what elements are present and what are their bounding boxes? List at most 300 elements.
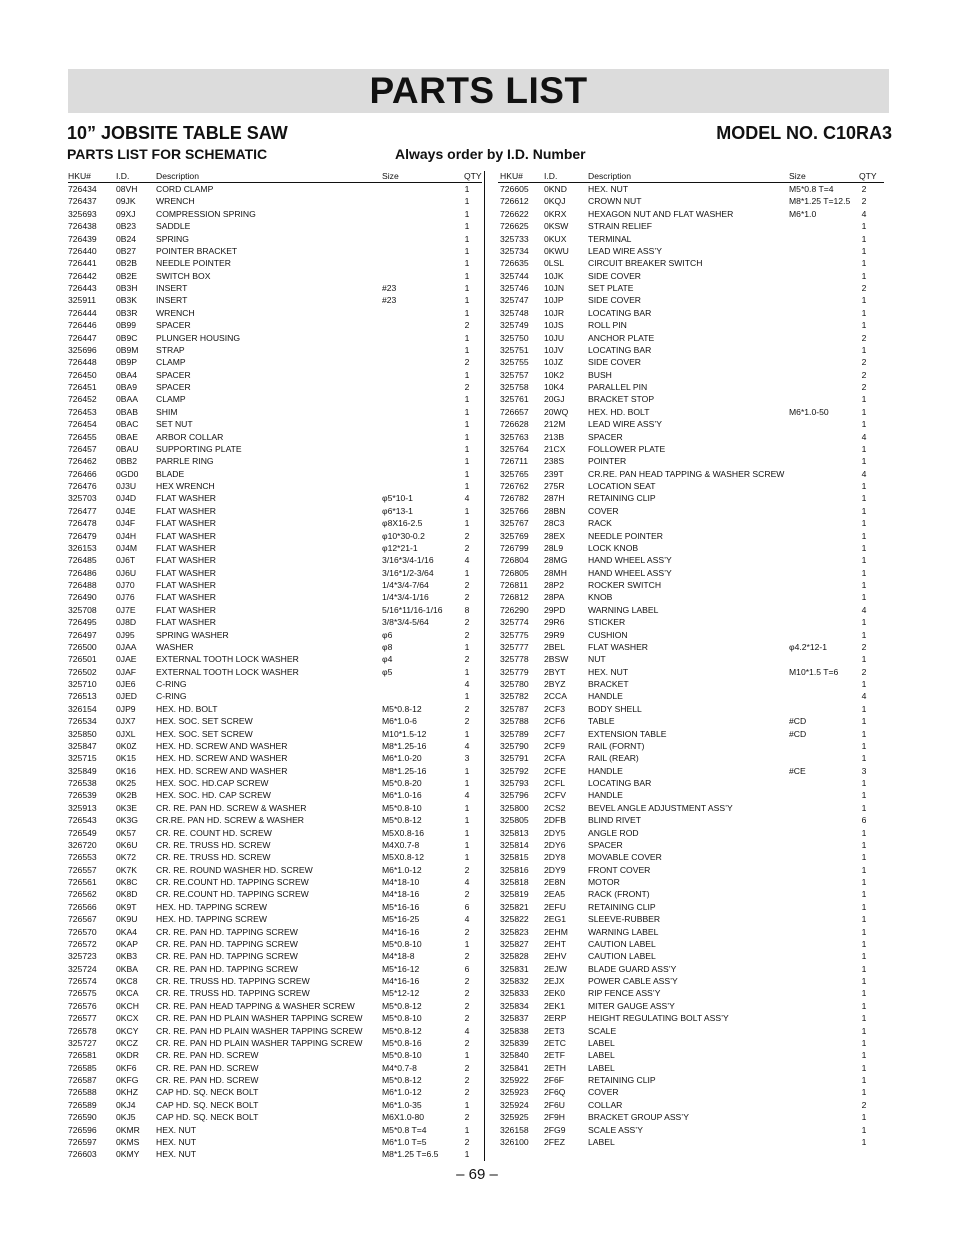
table-row (68, 814, 482, 826)
table-row (68, 1062, 482, 1074)
part-id: 2EHT (544, 938, 566, 949)
part-id: 10K2 (544, 369, 565, 380)
part-hku: 325822 (500, 914, 529, 925)
part-hku: 726447 (68, 332, 97, 343)
part-description: CR. RE. PAN HD. TAPPING SCREW (156, 938, 298, 949)
part-id: 0KMS (116, 1136, 140, 1147)
part-id: 10K4 (544, 382, 565, 392)
part-qty: 1 (861, 1136, 867, 1147)
table-row (68, 480, 482, 492)
table-row (68, 282, 482, 294)
part-hku: 325749 (500, 320, 529, 331)
part-hku: 325823 (500, 926, 529, 937)
part-qty: 1 (861, 877, 867, 887)
part-hku: 325715 (68, 753, 97, 764)
part-qty: 1 (464, 1050, 470, 1061)
part-id: 0B3K (116, 295, 138, 306)
part-hku: 325755 (500, 357, 529, 368)
part-size: M4X0.7-8 (382, 839, 420, 850)
part-qty: 1 (861, 740, 867, 751)
table-row (500, 963, 884, 975)
part-hku: 726453 (68, 406, 97, 417)
part-hku: 325814 (500, 839, 529, 850)
part-id: 2CFV (544, 790, 566, 801)
table-row (68, 864, 482, 876)
part-description: HEX. NUT (588, 184, 629, 194)
table-row (500, 480, 884, 492)
part-qty: 1 (861, 481, 867, 491)
table-row (68, 270, 482, 282)
part-description: SHIM (156, 406, 178, 417)
part-id: 0K9U (116, 914, 138, 925)
part-hku: 726805 (500, 567, 529, 578)
part-hku: 726553 (68, 852, 97, 863)
part-size: 1/4*3/4-1/16 (382, 592, 429, 603)
part-hku: 325769 (500, 530, 529, 541)
table-row (68, 344, 482, 356)
table-row (500, 468, 884, 480)
part-id: 2BSW (544, 654, 569, 665)
part-id: 0B3H (116, 283, 138, 293)
table-row (68, 257, 482, 269)
part-description: HAND WHEEL ASS’Y (588, 567, 672, 578)
part-hku: 726501 (68, 654, 97, 665)
part-description: LABEL (588, 1037, 615, 1048)
table-row (500, 752, 884, 764)
part-description: HEX WRENCH (156, 481, 215, 491)
part-id: 0BAC (116, 419, 139, 430)
part-qty: 1 (464, 567, 470, 578)
table-row (68, 492, 482, 504)
part-size: φ5 (382, 666, 393, 677)
part-hku: 325837 (500, 1013, 529, 1024)
part-id: 0K8D (116, 889, 138, 900)
part-qty: 1 (861, 951, 867, 962)
part-qty: 2 (464, 542, 470, 553)
part-hku: 325778 (500, 654, 529, 665)
part-id: 2FG9 (544, 1124, 566, 1135)
part-hku: 726576 (68, 1000, 97, 1011)
part-id: 0LSL (544, 258, 565, 269)
part-qty: 2 (464, 1000, 470, 1011)
part-qty: 1 (464, 518, 470, 529)
table-row (68, 789, 482, 801)
part-id: 0KMR (116, 1124, 140, 1135)
part-size: M5*0.8-12 (382, 815, 422, 826)
part-description: LOCATION SEAT (588, 481, 656, 491)
part-size: M4*18-10 (382, 877, 420, 887)
part-qty: 1 (861, 530, 867, 541)
part-hku: 726450 (68, 369, 97, 380)
part-hku: 325800 (500, 802, 529, 813)
part-qty: 2 (464, 617, 470, 628)
part-size: φ10*30-0.2 (382, 530, 425, 541)
part-qty: 2 (464, 382, 470, 392)
table-row (500, 616, 884, 628)
part-id: 275R (544, 481, 565, 491)
table-row (500, 381, 884, 393)
part-id: 0KSW (544, 221, 569, 232)
part-qty: 1 (861, 493, 867, 504)
part-hku: 325792 (500, 765, 529, 776)
part-size: M10*1.5-12 (382, 728, 427, 739)
part-size: M4*0.7-8 (382, 1062, 417, 1073)
part-id: 2EA5 (544, 889, 566, 900)
part-description: CUSHION (588, 629, 628, 640)
part-qty: 1 (861, 1062, 867, 1073)
part-hku: 726588 (68, 1087, 97, 1098)
table-row (500, 851, 884, 863)
part-hku: 726657 (500, 406, 529, 417)
part-id: 0B99 (116, 320, 137, 331)
part-id: 20GJ (544, 394, 565, 405)
table-row (68, 715, 482, 727)
part-qty: 1 (464, 839, 470, 850)
part-size: M5*0.8-12 (382, 1000, 422, 1011)
part-description: WARNING LABEL (588, 926, 659, 937)
part-qty: 1 (861, 889, 867, 900)
table-row (500, 1012, 884, 1024)
part-description: CR. RE. TRUSS HD. SCREW (156, 839, 271, 850)
part-description: BRACKET GROUP ASS’Y (588, 1112, 689, 1123)
part-id: 0JED (116, 691, 138, 702)
table-row (500, 678, 884, 690)
table-row (500, 1000, 884, 1012)
part-id: 0KA4 (116, 926, 138, 937)
part-id: 28BN (544, 505, 566, 516)
part-id: 0KUX (544, 233, 567, 244)
part-hku: 726711 (500, 456, 529, 467)
table-row (500, 492, 884, 504)
part-description: HEX. HD. TAPPING SCREW (156, 914, 267, 925)
table-row (68, 1000, 482, 1012)
table-row (68, 418, 482, 430)
part-hku: 726567 (68, 914, 97, 925)
part-id: 0B2B (116, 258, 138, 269)
part-qty: 1 (861, 617, 867, 628)
part-id: 2EHM (544, 926, 568, 937)
part-hku: 325831 (500, 963, 529, 974)
part-id: 0KC8 (116, 976, 138, 986)
part-description: RAIL (REAR) (588, 753, 639, 764)
part-qty: 2 (464, 580, 470, 590)
table-row (500, 294, 884, 306)
part-description: SET NUT (156, 419, 193, 430)
part-qty: 1 (861, 394, 867, 405)
part-hku: 325764 (500, 443, 529, 454)
part-description: FLAT WASHER (156, 592, 217, 603)
part-id: 0KQJ (544, 196, 566, 207)
part-description: CR.RE. PAN HEAD TAPPING & WASHER SCREW (588, 468, 785, 479)
part-description: CR. RE. PAN HD. SCREW & WASHER (156, 802, 307, 813)
table-row (68, 1111, 482, 1123)
table-row (68, 938, 482, 950)
part-hku: 326153 (68, 542, 97, 553)
table-row (500, 319, 884, 331)
table-row (500, 777, 884, 789)
part-hku: 325766 (500, 505, 529, 516)
part-qty: 1 (464, 852, 470, 863)
part-qty: 1 (861, 988, 867, 999)
part-hku: 726589 (68, 1099, 97, 1110)
part-description: SPACER (588, 839, 623, 850)
part-id: 2EFU (544, 901, 566, 912)
part-qty: 1 (861, 1112, 867, 1123)
part-hku: 726476 (68, 481, 97, 491)
part-qty: 2 (464, 716, 470, 727)
table-row (500, 257, 884, 269)
part-description: HEX. NUT (156, 1124, 197, 1135)
part-description: CR.RE. PAN HD. SCREW & WASHER (156, 815, 305, 826)
table-row (500, 703, 884, 715)
part-id: 0JAE (116, 654, 137, 665)
part-qty: 1 (861, 443, 867, 454)
part-description: CR. RE. ROUND WASHER HD. SCREW (156, 864, 313, 875)
table-row (68, 678, 482, 690)
part-hku: 326720 (68, 839, 97, 850)
part-id: 0K72 (116, 852, 137, 863)
part-id: 0KMY (116, 1149, 140, 1160)
part-id: 0J4D (116, 493, 137, 504)
part-qty: 1 (464, 827, 470, 838)
part-description: CR. RE. TRUSS HD. SCREW (156, 852, 271, 863)
part-description: COVER (588, 1087, 619, 1098)
table-row (500, 641, 884, 653)
part-id: 0KCX (116, 1013, 139, 1024)
part-description: KNOB (588, 592, 613, 603)
part-description: HANDLE (588, 790, 623, 801)
part-hku: 325767 (500, 518, 529, 529)
part-description: CAUTION LABEL (588, 951, 656, 962)
table-row (500, 901, 884, 913)
table-row (68, 888, 482, 900)
part-description: WASHER (156, 641, 194, 652)
part-hku: 325791 (500, 753, 529, 764)
part-description: FLAT WASHER (156, 505, 217, 516)
part-description: SCALE (588, 1025, 617, 1036)
part-hku: 726457 (68, 443, 97, 454)
part-description: RACK (588, 518, 612, 529)
part-description: LEAD WIRE ASS’Y (588, 245, 663, 256)
part-size: M4*16-16 (382, 976, 420, 986)
part-size: M8*1.25 T=6.5 (382, 1149, 439, 1160)
part-qty: 4 (464, 790, 470, 801)
table-row (500, 1025, 884, 1037)
part-id: 0B3R (116, 307, 138, 318)
part-id: 0J6U (116, 567, 137, 578)
part-description: SPACER (156, 320, 191, 331)
part-hku: 325834 (500, 1000, 529, 1011)
part-description: CR. RE. TRUSS HD. TAPPING SCREW (156, 988, 310, 999)
part-size: M5*16-25 (382, 914, 420, 925)
part-hku: 325789 (500, 728, 529, 739)
part-qty: 1 (861, 592, 867, 603)
part-id: 20WQ (544, 406, 569, 417)
part-id: 212M (544, 419, 566, 430)
part-description: TERMINAL (588, 233, 632, 244)
part-hku: 726570 (68, 926, 97, 937)
part-qty: 1 (861, 790, 867, 801)
part-hku: 326158 (500, 1124, 529, 1135)
part-qty: 2 (464, 629, 470, 640)
part-size: M5*0.8-10 (382, 938, 422, 949)
part-id: 0K8C (116, 877, 138, 887)
part-description: SLEEVE-RUBBER (588, 914, 661, 925)
product-title: 10” JOBSITE TABLE SAW (67, 123, 288, 143)
table-row (500, 913, 884, 925)
part-qty: 1 (861, 542, 867, 553)
part-description: SPRING (156, 233, 189, 244)
part-qty: 1 (861, 728, 867, 739)
part-description: CORD CLAMP (156, 184, 214, 194)
part-qty: 1 (861, 679, 867, 689)
part-size: M5*16-16 (382, 901, 420, 912)
header-size: Size (789, 171, 806, 181)
table-row (500, 332, 884, 344)
part-id: 0JP9 (116, 703, 136, 714)
part-hku: 325761 (500, 394, 529, 405)
table-row (500, 765, 884, 777)
table-row (500, 233, 884, 245)
table-row (68, 220, 482, 232)
table-row (500, 728, 884, 740)
model-number: MODEL NO. C10RA3 (716, 123, 892, 143)
part-hku: 726762 (500, 481, 529, 491)
part-id: 2DY6 (544, 839, 566, 850)
table-row (500, 282, 884, 294)
part-id: 2DFB (544, 815, 566, 826)
part-qty: 1 (861, 1050, 867, 1061)
part-id: 0KDR (116, 1050, 139, 1061)
part-id: 0K3G (116, 815, 138, 826)
table-row (500, 307, 884, 319)
part-hku: 325911 (68, 295, 97, 306)
part-description: SPRING WASHER (156, 629, 229, 640)
part-description: COLLAR (588, 1099, 623, 1110)
table-row (500, 715, 884, 727)
part-description: FRONT COVER (588, 864, 651, 875)
part-hku: 325748 (500, 307, 529, 318)
part-description: INSERT (156, 283, 188, 293)
table-row (68, 752, 482, 764)
part-hku: 325796 (500, 790, 529, 801)
table-row (500, 505, 884, 517)
part-description: HEX. HD. SCREW AND WASHER (156, 740, 288, 751)
part-qty: 1 (861, 827, 867, 838)
table-row (500, 629, 884, 641)
part-qty: 1 (861, 753, 867, 764)
part-qty: 6 (861, 815, 867, 826)
part-size: M10*1.5 T=6 (789, 666, 839, 677)
part-size: 3/16*3/4-1/16 (382, 555, 434, 566)
part-hku: 726534 (68, 716, 97, 727)
part-size: M6*1.0 T=5 (382, 1136, 427, 1147)
part-id: 2F9H (544, 1112, 566, 1123)
part-hku: 325733 (500, 233, 529, 244)
part-hku: 325751 (500, 344, 529, 355)
part-qty: 1 (861, 864, 867, 875)
part-size: M8*1.25-16 (382, 740, 427, 751)
part-size: M5*0.8-12 (382, 1025, 422, 1036)
part-hku: 325850 (68, 728, 97, 739)
table-row (68, 1037, 482, 1049)
part-hku: 325922 (500, 1075, 529, 1085)
header-hku: HKU# (500, 171, 523, 181)
table-row (500, 864, 884, 876)
part-size: M6*1.0-12 (382, 1087, 422, 1098)
part-description: HEIGHT REGULATING BOLT ASS’Y (588, 1013, 729, 1024)
table-row (68, 987, 482, 999)
page-number: – 69 – (456, 1166, 498, 1183)
part-hku: 325788 (500, 716, 529, 727)
part-qty: 3 (464, 753, 470, 764)
part-hku: 726628 (500, 419, 529, 430)
part-qty: 1 (464, 691, 470, 702)
part-id: 0B9M (116, 344, 139, 355)
table-row (500, 418, 884, 430)
part-qty: 8 (464, 604, 470, 615)
part-description: HEX. NUT (156, 1149, 197, 1160)
table-row (68, 728, 482, 740)
part-description: RETAINING CLIP (588, 1075, 656, 1085)
table-row (68, 369, 482, 381)
part-hku: 726543 (68, 815, 97, 826)
part-hku: 325779 (500, 666, 529, 677)
part-description: HEX. SOC. SET SCREW (156, 728, 253, 739)
table-row (68, 443, 482, 455)
part-qty: 4 (861, 604, 867, 615)
part-hku: 726443 (68, 283, 97, 293)
part-qty: 4 (464, 1025, 470, 1036)
part-id: 0BAU (116, 443, 139, 454)
table-row (68, 703, 482, 715)
part-description: NUT (588, 654, 606, 665)
part-id: 0KND (544, 184, 567, 194)
part-qty: 1 (861, 233, 867, 244)
table-row (68, 765, 482, 777)
table-row (500, 1086, 884, 1098)
part-qty: 1 (464, 505, 470, 516)
table-row (500, 183, 884, 195)
part-description: CR. RE. TRUSS HD. TAPPING SCREW (156, 976, 310, 986)
part-hku: 325790 (500, 740, 529, 751)
part-description: SPACER (156, 369, 191, 380)
part-id: 29R9 (544, 629, 565, 640)
part-qty: 1 (464, 765, 470, 776)
part-hku: 726549 (68, 827, 97, 838)
part-description: WRENCH (156, 307, 195, 318)
part-description: CR. RE. PAN HD. SCREW (156, 1075, 259, 1085)
table-row (500, 542, 884, 554)
part-hku: 325815 (500, 852, 529, 863)
table-row (500, 554, 884, 566)
part-qty: 1 (861, 976, 867, 986)
part-description: HEX. SOC. SET SCREW (156, 716, 253, 727)
left-parts-table (68, 183, 482, 1161)
part-size: M6*1.0-16 (382, 790, 422, 801)
part-hku: 325924 (500, 1099, 529, 1110)
part-description: STICKER (588, 617, 626, 628)
part-hku: 325750 (500, 332, 529, 343)
table-row (68, 455, 482, 467)
table-row (68, 406, 482, 418)
table-row (500, 1136, 884, 1148)
part-qty: 1 (464, 184, 470, 194)
part-hku: 726562 (68, 889, 97, 900)
part-qty: 1 (464, 344, 470, 355)
part-qty: 1 (464, 456, 470, 467)
part-qty: 1 (464, 938, 470, 949)
